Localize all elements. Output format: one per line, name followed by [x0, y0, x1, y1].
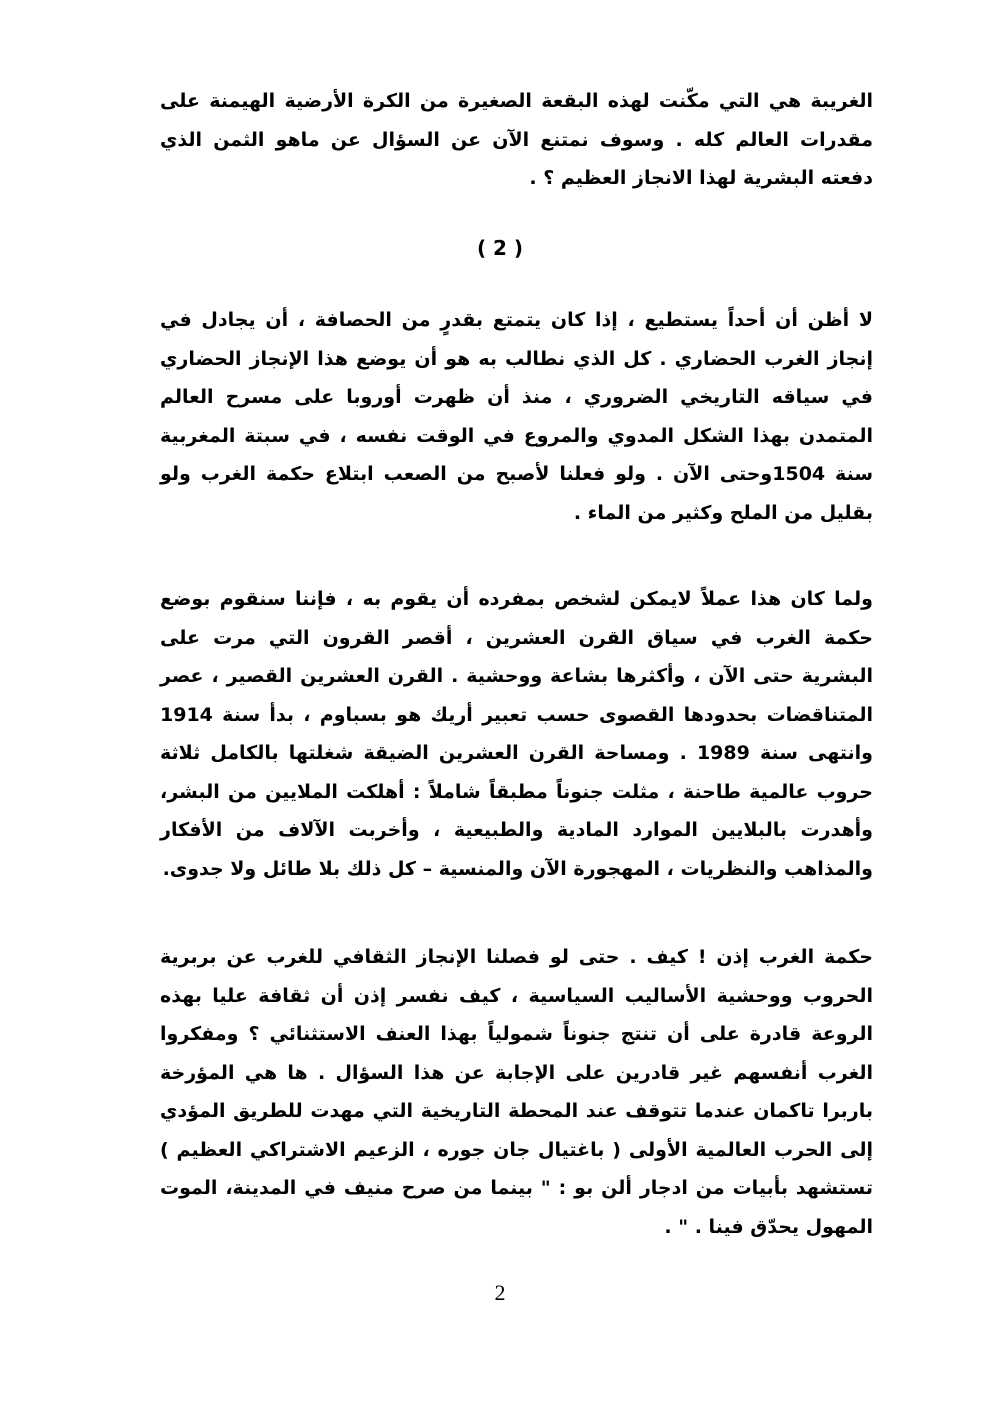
page-number: 2 [494, 1280, 506, 1305]
section-number: ( 2 ) [476, 236, 524, 260]
paragraph-3: حكمة الغرب إذن ! كيف . حتى لو فصلنا الإنجاز الثقافي للغرب عن بربرية الحروب ووحشية الأساليب السياسية ، كيف نفسر إذن أن ثقافة عليا بهذه الروعة قادرة على أن تنتج جنوناً شمولياً بهذا العنف الاستثنائي ؟ ومفكروا الغرب أنفسهم غير قادرين على الإجابة عن هذا السؤال . ها هي المؤرخة باربرا تاكمان عندما تتوقف عند المحطة التاريخية التي مهدت للطريق المؤدي إلى الحرب العالمية الأولى ( باغتيال جان جوره ، الزعيم الاشتراكي العظيم ) تستشهد بأبيات من ادجار ألن بو : " بينما من صرح منيف في المدينة، الموت المهول يحدّق فينا . " . [160, 946, 873, 1238]
paragraph-1: لا أظن أن أحداً يستطيع ، إذا كان يتمتع بقدرٍ من الحصافة ، أن يجادل في إنجاز الغرب الحضاري . كل الذي نطالب به هو أن يوضع هذا الإنجاز الحضاري في سياقه التاريخي الضروري ، منذ أن ظهرت أوروبا على مسرح العالم المتمدن بهذا الشكل المدوي والمروع في الوقت نفسه ، في سبتة المغربية سنة 1504وحتى الآن . ولو فعلنا لأصبح من الصعب ابتلاع حكمة الغرب ولو بقليل من الملح وكثير من الماء . [160, 309, 874, 524]
intro-paragraph: الغريبة هي التي مكّنت لهذه البقعة الصغيرة من الكرة الأرضية الهيمنة على مقدرات العالم كله . وسوف نمتنع الآن عن السؤال عن ماهو الثمن الذي دفعته البشرية لهذا الانجاز العظيم ؟ . [160, 90, 873, 189]
paragraph-2: ولما كان هذا عملاً لايمكن لشخص بمفرده أن يقوم به ، فإننا سنقوم بوضع حكمة الغرب في سياق القرن العشرين ، أقصر القرون التي مرت على البشرية حتى الآن ، وأكثرها بشاعة ووحشية . القرن العشرين القصير ، عصر المتناقضات بحدودها القصوى حسب تعبير أريك هو بسباوم ، بدأ سنة 1914 وانتهى سنة 1989 . ومساحة القرن العشرين الضيقة شغلتها بالكامل ثلاثة حروب عالمية طاحنة ، مثلت جنوناً مطبقاً شاملاً : أهلكت الملايين من البشر، وأهدرت بالبلايين الموارد المادية والطبيعية ، وأخربت الآلاف من الأفكار والمذاهب والنظريات ، المهجورة الآن والمنسية – كل ذلك بلا طائل ولا جدوى. [160, 588, 873, 880]
